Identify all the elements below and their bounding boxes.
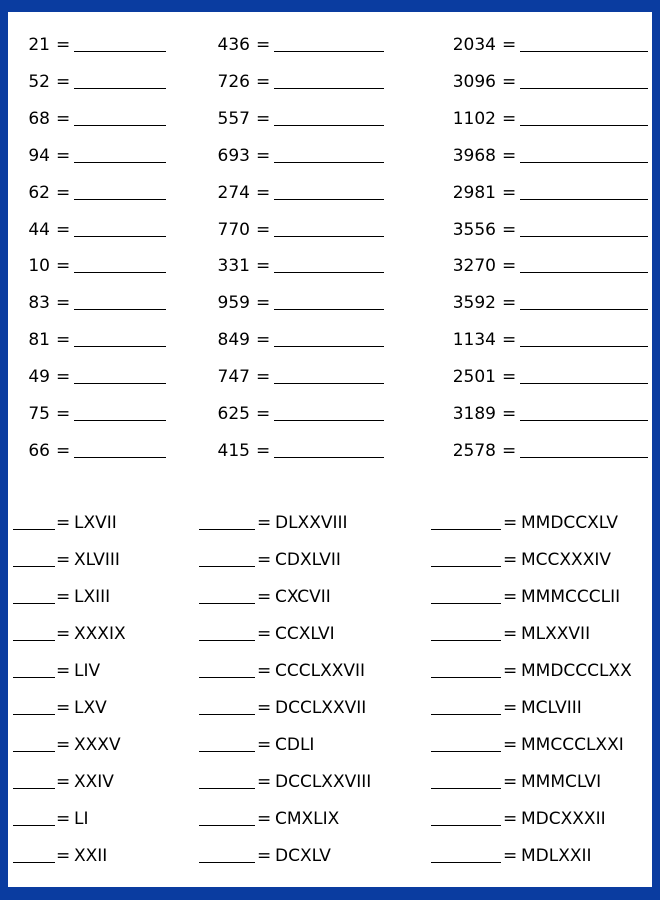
problem-row [8, 807, 652, 831]
problem-row [8, 402, 652, 426]
answer-blank[interactable] [520, 70, 648, 89]
equals-sign: = [256, 35, 271, 55]
problem-row [8, 585, 652, 609]
answer-blank[interactable] [520, 402, 648, 421]
answer-blank[interactable] [431, 844, 501, 863]
equals-sign: = [503, 809, 518, 829]
equals-sign: = [56, 330, 71, 350]
roman-numeral: XXIV [74, 772, 114, 792]
roman-numeral: MDLXXII [521, 846, 592, 866]
equals-sign: = [56, 109, 71, 129]
roman-numeral: XXXIX [74, 624, 126, 644]
answer-blank[interactable] [431, 659, 501, 678]
equals-sign: = [502, 404, 517, 424]
roman-numeral: MCCXXXIV [521, 550, 611, 570]
arabic-number: 274 [217, 183, 250, 203]
equals-sign: = [56, 587, 71, 607]
equals-sign: = [256, 404, 271, 424]
answer-blank[interactable] [431, 807, 501, 826]
problem-row [8, 33, 652, 57]
worksheet [8, 12, 652, 887]
arabic-number: 66 [28, 441, 50, 461]
arabic-number: 557 [217, 109, 250, 129]
equals-sign: = [56, 35, 71, 55]
arabic-number: 2981 [452, 183, 496, 203]
equals-sign: = [56, 256, 71, 276]
equals-sign: = [256, 220, 271, 240]
problem-row [8, 659, 652, 683]
problem-row [8, 144, 652, 168]
roman-numeral: CDXLVII [275, 550, 341, 570]
equals-sign: = [56, 772, 71, 792]
equals-sign: = [256, 330, 271, 350]
equals-sign: = [257, 587, 272, 607]
roman-numeral: MLXXVII [521, 624, 591, 644]
problem-row [8, 254, 652, 278]
equals-sign: = [56, 441, 71, 461]
roman-numeral: LXVII [74, 513, 117, 533]
problem-row [8, 511, 652, 535]
roman-numeral: XLVIII [74, 550, 120, 570]
equals-sign: = [502, 183, 517, 203]
problem-row [8, 439, 652, 463]
arabic-number: 849 [217, 330, 250, 350]
equals-sign: = [56, 624, 71, 644]
roman-numeral: MMDCCCLXX [521, 661, 632, 681]
equals-sign: = [56, 550, 71, 570]
roman-numeral: CCCLXXVII [275, 661, 366, 681]
equals-sign: = [502, 35, 517, 55]
equals-sign: = [257, 513, 272, 533]
equals-sign: = [256, 183, 271, 203]
arabic-number: 75 [28, 404, 50, 424]
answer-blank[interactable] [520, 218, 648, 237]
equals-sign: = [256, 109, 271, 129]
equals-sign: = [502, 330, 517, 350]
problem-row [8, 218, 652, 242]
arabic-number: 3592 [452, 293, 496, 313]
roman-numeral: XXXV [74, 735, 121, 755]
arabic-number: 415 [217, 441, 250, 461]
arabic-number: 625 [217, 404, 250, 424]
roman-numeral: MMMCLVI [521, 772, 602, 792]
equals-sign: = [503, 846, 518, 866]
answer-blank[interactable] [431, 696, 501, 715]
arabic-number: 3189 [452, 404, 496, 424]
arabic-number: 1102 [452, 109, 496, 129]
arabic-number: 770 [217, 220, 250, 240]
answer-blank[interactable] [520, 254, 648, 273]
equals-sign: = [256, 146, 271, 166]
equals-sign: = [257, 735, 272, 755]
equals-sign: = [56, 293, 71, 313]
equals-sign: = [56, 183, 71, 203]
roman-numeral: MDCXXXII [521, 809, 606, 829]
roman-numeral: LIV [74, 661, 101, 681]
equals-sign: = [503, 735, 518, 755]
equals-sign: = [56, 146, 71, 166]
equals-sign: = [256, 256, 271, 276]
equals-sign: = [502, 367, 517, 387]
arabic-number: 94 [28, 146, 50, 166]
equals-sign: = [502, 146, 517, 166]
roman-numeral: DLXXVIII [275, 513, 348, 533]
answer-blank[interactable] [431, 733, 501, 752]
equals-sign: = [502, 109, 517, 129]
equals-sign: = [256, 441, 271, 461]
equals-sign: = [502, 256, 517, 276]
arabic-number: 81 [28, 330, 50, 350]
equals-sign: = [256, 367, 271, 387]
roman-numeral: DCXLV [275, 846, 331, 866]
problem-row [8, 770, 652, 794]
roman-numeral: CXCVII [275, 587, 331, 607]
arabic-number: 49 [28, 367, 50, 387]
equals-sign: = [257, 624, 272, 644]
problem-row [8, 365, 652, 389]
equals-sign: = [503, 698, 518, 718]
equals-sign: = [502, 72, 517, 92]
roman-numeral: XXII [74, 846, 108, 866]
roman-numeral: MMCCCLXXI [521, 735, 624, 755]
problem-row [8, 733, 652, 757]
equals-sign: = [56, 220, 71, 240]
equals-sign: = [56, 809, 71, 829]
roman-numeral: MCLVIII [521, 698, 582, 718]
arabic-number: 10 [28, 256, 50, 276]
arabic-number: 52 [28, 72, 50, 92]
answer-blank[interactable] [520, 33, 648, 52]
equals-sign: = [56, 72, 71, 92]
roman-numeral: LXV [74, 698, 107, 718]
equals-sign: = [502, 293, 517, 313]
equals-sign: = [56, 513, 71, 533]
arabic-number: 436 [217, 35, 250, 55]
arabic-number: 3270 [452, 256, 496, 276]
answer-blank[interactable] [431, 511, 501, 530]
equals-sign: = [256, 72, 271, 92]
equals-sign: = [503, 624, 518, 644]
equals-sign: = [56, 846, 71, 866]
answer-blank[interactable] [431, 548, 501, 567]
answer-blank[interactable] [431, 770, 501, 789]
answer-blank[interactable] [520, 144, 648, 163]
roman-numeral: DCCLXXVII [275, 698, 367, 718]
problem-row [8, 181, 652, 205]
arabic-number: 1134 [452, 330, 496, 350]
arabic-number: 44 [28, 220, 50, 240]
answer-blank[interactable] [520, 181, 648, 200]
equals-sign: = [503, 550, 518, 570]
arabic-number: 3968 [452, 146, 496, 166]
equals-sign: = [56, 735, 71, 755]
equals-sign: = [257, 809, 272, 829]
problem-row [8, 107, 652, 131]
answer-blank[interactable] [520, 107, 648, 126]
equals-sign: = [56, 698, 71, 718]
equals-sign: = [256, 293, 271, 313]
roman-numeral: MMDCCXLV [521, 513, 619, 533]
equals-sign: = [503, 513, 518, 533]
answer-blank[interactable] [520, 328, 648, 347]
equals-sign: = [257, 772, 272, 792]
equals-sign: = [257, 846, 272, 866]
arabic-number: 21 [28, 35, 50, 55]
arabic-number: 693 [217, 146, 250, 166]
problem-row [8, 70, 652, 94]
equals-sign: = [503, 772, 518, 792]
problem-row [8, 291, 652, 315]
roman-numeral: LI [74, 809, 89, 829]
roman-numeral: LXIII [74, 587, 111, 607]
roman-numeral: CMXLIX [275, 809, 340, 829]
equals-sign: = [257, 550, 272, 570]
arabic-number: 747 [217, 367, 250, 387]
equals-sign: = [503, 587, 518, 607]
arabic-number: 62 [28, 183, 50, 203]
answer-blank[interactable] [431, 622, 501, 641]
arabic-number: 3096 [452, 72, 496, 92]
arabic-number: 3556 [452, 220, 496, 240]
arabic-number: 331 [217, 256, 250, 276]
equals-sign: = [56, 367, 71, 387]
answer-blank[interactable] [431, 585, 501, 604]
equals-sign: = [502, 220, 517, 240]
equals-sign: = [257, 661, 272, 681]
answer-blank[interactable] [520, 291, 648, 310]
equals-sign: = [257, 698, 272, 718]
equals-sign: = [56, 404, 71, 424]
arabic-number: 2501 [452, 367, 496, 387]
answer-blank[interactable] [520, 365, 648, 384]
arabic-number: 726 [217, 72, 250, 92]
arabic-number: 959 [217, 293, 250, 313]
equals-sign: = [56, 661, 71, 681]
equals-sign: = [502, 441, 517, 461]
arabic-number: 2034 [452, 35, 496, 55]
roman-numeral: CCXLVI [275, 624, 335, 644]
roman-numeral: DCCLXXVIII [275, 772, 372, 792]
roman-numeral: CDLI [275, 735, 315, 755]
arabic-number: 83 [28, 293, 50, 313]
problem-row [8, 622, 652, 646]
problem-row [8, 548, 652, 572]
arabic-number: 68 [28, 109, 50, 129]
problem-row [8, 328, 652, 352]
equals-sign: = [503, 661, 518, 681]
problem-row [8, 844, 652, 868]
problem-row [8, 696, 652, 720]
roman-numeral: MMMCCCLII [521, 587, 621, 607]
arabic-number: 2578 [452, 441, 496, 461]
answer-blank[interactable] [520, 439, 648, 458]
